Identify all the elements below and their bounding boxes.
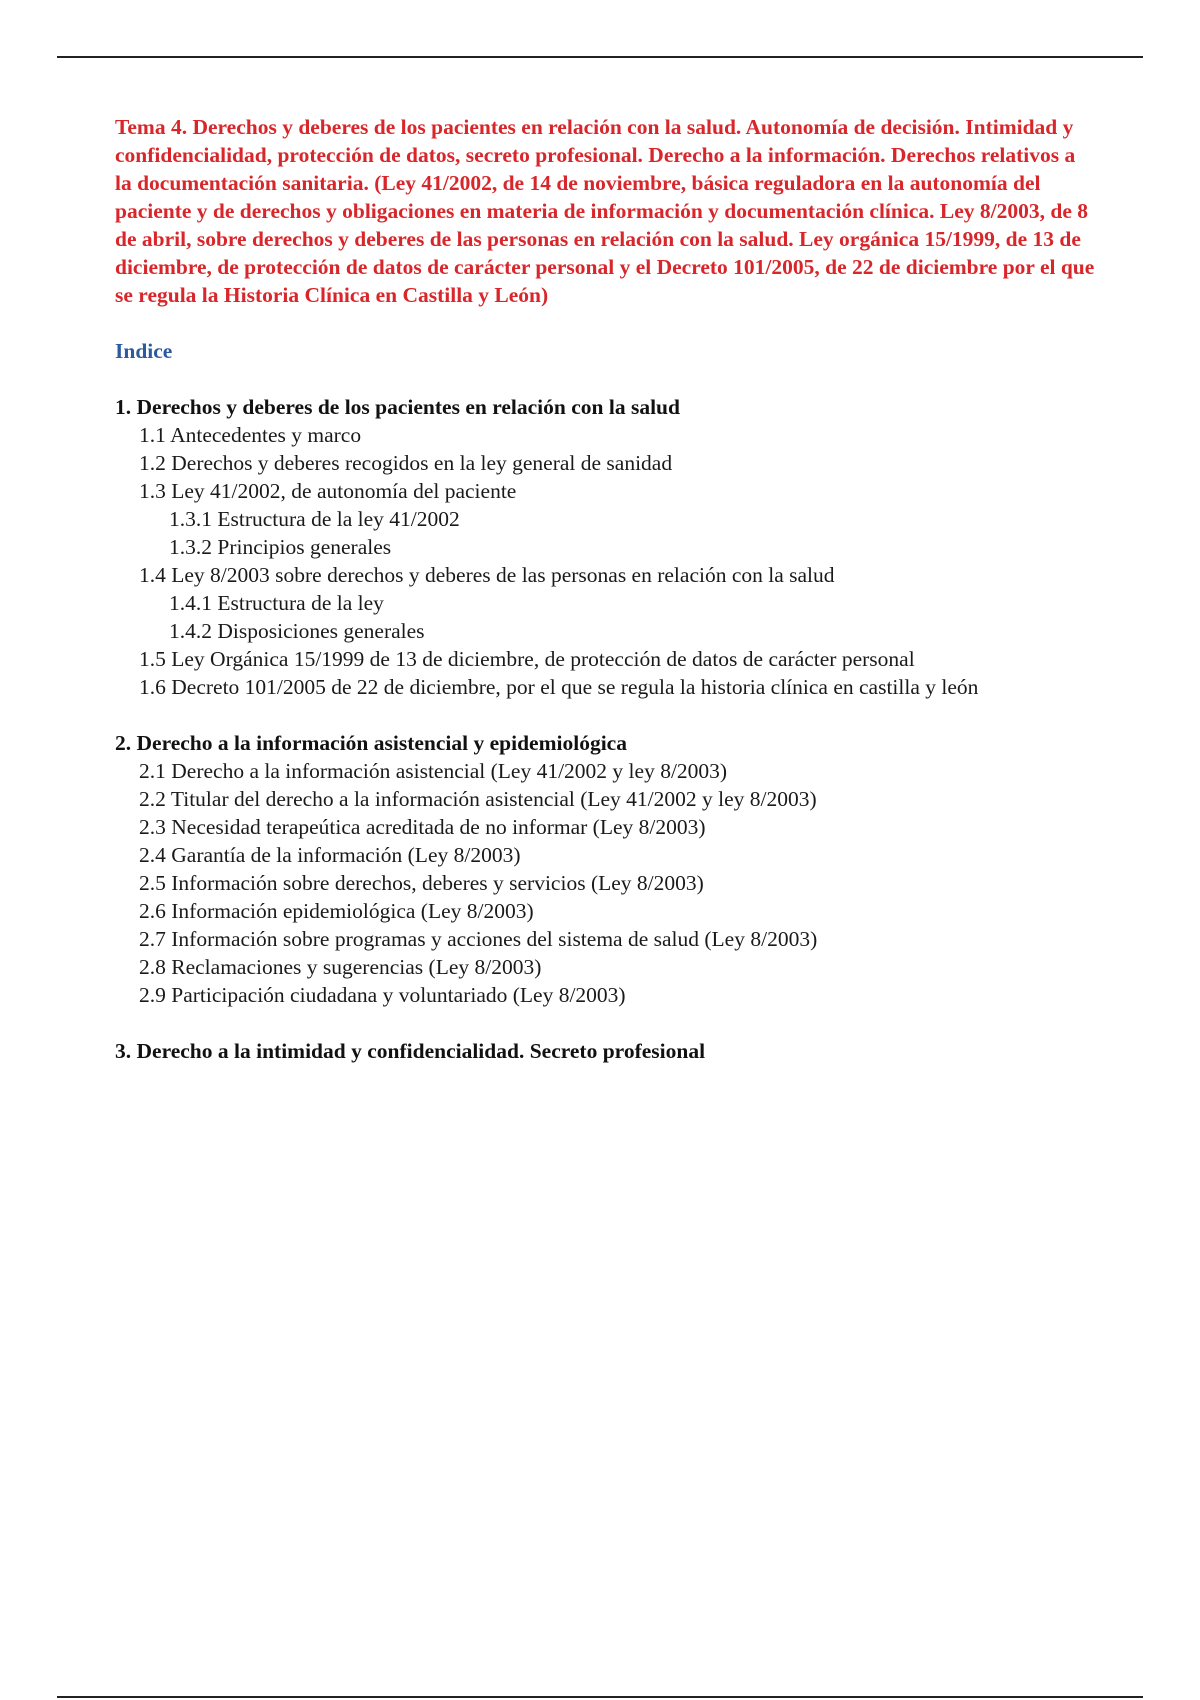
toc-entry[interactable]: 2.6 Información epidemiológica (Ley 8/2003) bbox=[139, 899, 534, 923]
toc-entry[interactable]: 2.8 Reclamaciones y sugerencias (Ley 8/2003) bbox=[139, 955, 542, 979]
toc-entry[interactable]: 1.2 Derechos y deberes recogidos en la ley general de sanidad bbox=[139, 451, 673, 475]
toc-entry[interactable]: 1.3 Ley 41/2002, de autonomía del paciente bbox=[139, 479, 517, 503]
index-heading: Indice bbox=[115, 339, 173, 363]
top-rule bbox=[57, 56, 1143, 58]
toc-subentry[interactable]: 1.4.2 Disposiciones generales bbox=[169, 619, 425, 643]
toc-entry[interactable]: 2.9 Participación ciudadana y voluntariado (Ley 8/2003) bbox=[139, 983, 626, 1007]
toc-entry[interactable]: 1.1 Antecedentes y marco bbox=[139, 423, 362, 447]
toc-entry[interactable]: 2.5 Información sobre derechos, deberes y servicios (Ley 8/2003) bbox=[139, 871, 704, 895]
toc-section-2 bbox=[115, 729, 1095, 1009]
toc-subentry[interactable]: 1.3.1 Estructura de la ley 41/2002 bbox=[169, 507, 460, 531]
table-of-contents bbox=[115, 393, 1095, 1065]
toc-section-heading[interactable]: 1. Derechos y deberes de los pacientes en relación con la salud bbox=[115, 395, 680, 419]
toc-entry[interactable]: 2.7 Información sobre programas y acciones del sistema de salud (Ley 8/2003) bbox=[139, 927, 818, 951]
document-title: Tema 4. Derechos y deberes de los pacientes en relación con la salud. Autonomía de decisión. Intimidad y confidencialidad, protección de datos, secreto profesional. Derecho a la información. Derechos relativos a la documentación sanitaria. (Ley 41/2002, de 14 de noviembre, básica reguladora en la autonomía del paciente y de derechos y obligaciones en materia de información y documentación clínica. Ley 8/2003, de 8 de abril, sobre derechos y deberes de las personas en relación con la salud. Ley orgánica 15/1999, de 13 de diciembre, de protección de datos de carácter personal y el Decreto 101/2005, de 22 de diciembre por el que se regula la Historia Clínica en Castilla y León) bbox=[115, 115, 1095, 307]
toc-subentry[interactable]: 1.3.2 Principios generales bbox=[169, 535, 392, 559]
toc-entry[interactable]: 1.6 Decreto 101/2005 de 22 de diciembre, por el que se regula la historia clínica en castilla y león bbox=[139, 675, 979, 699]
document-body bbox=[115, 113, 1095, 1093]
toc-section-heading[interactable]: 2. Derecho a la información asistencial y epidemiológica bbox=[115, 731, 627, 755]
toc-subentry[interactable]: 1.4.1 Estructura de la ley bbox=[169, 591, 384, 615]
toc-section-3 bbox=[115, 1037, 1095, 1065]
bottom-rule bbox=[57, 1696, 1143, 1698]
toc-section-heading[interactable]: 3. Derecho a la intimidad y confidencialidad. Secreto profesional bbox=[115, 1039, 706, 1063]
toc-entry[interactable]: 2.2 Titular del derecho a la información asistencial (Ley 41/2002 y ley 8/2003) bbox=[139, 787, 817, 811]
toc-entry[interactable]: 2.1 Derecho a la información asistencial (Ley 41/2002 y ley 8/2003) bbox=[139, 759, 728, 783]
toc-entry[interactable]: 1.5 Ley Orgánica 15/1999 de 13 de diciembre, de protección de datos de carácter personal bbox=[139, 647, 915, 671]
toc-section-1 bbox=[115, 393, 1095, 701]
toc-entry[interactable]: 2.4 Garantía de la información (Ley 8/2003) bbox=[139, 843, 521, 867]
toc-entry[interactable]: 1.4 Ley 8/2003 sobre derechos y deberes de las personas en relación con la salud bbox=[139, 563, 835, 587]
toc-entry[interactable]: 2.3 Necesidad terapeútica acreditada de no informar (Ley 8/2003) bbox=[139, 815, 706, 839]
